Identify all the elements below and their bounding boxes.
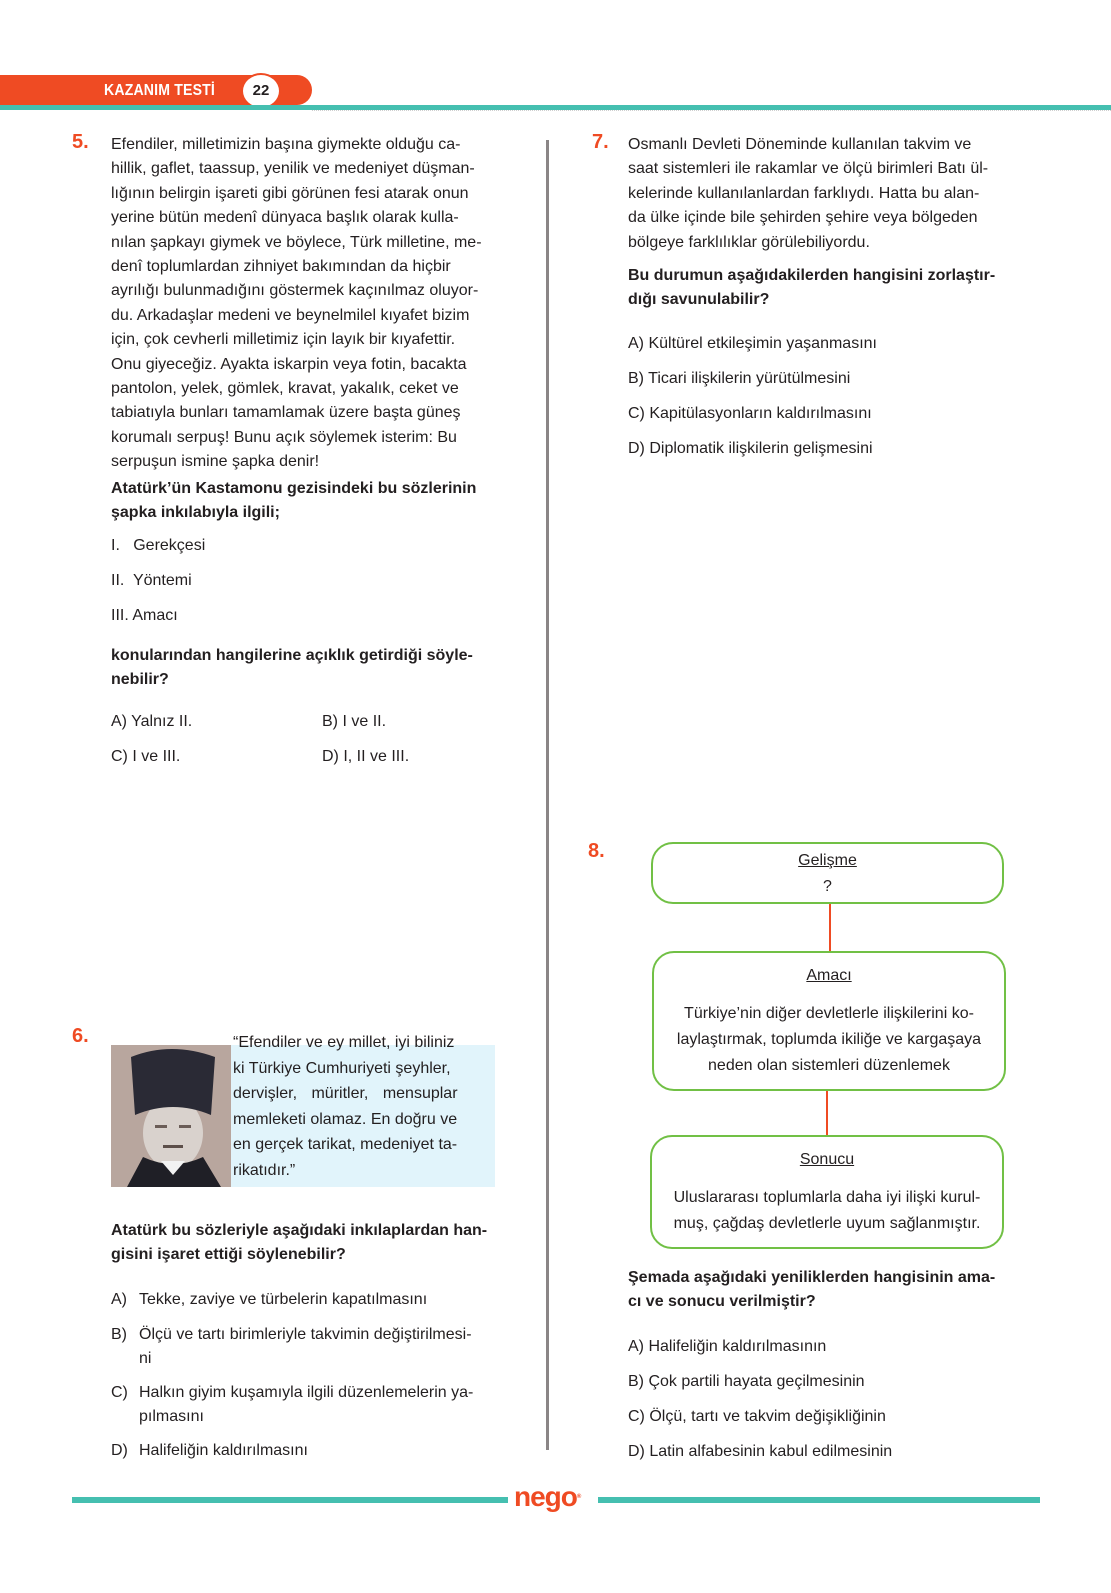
- q8-option-a[interactable]: [628, 1335, 826, 1359]
- option-text: Halifeliğin kaldırılmasını: [139, 1442, 308, 1459]
- option-label: A): [628, 1338, 644, 1355]
- box-body: ?: [823, 878, 832, 895]
- quote-line: rikatıdır.”: [233, 1161, 296, 1179]
- box-body-line: muş, çağdaş devletlerle uyum sağlanmıştır.: [673, 1215, 981, 1232]
- question-number: 5.: [72, 131, 89, 153]
- box-body-line: neden olan sistemleri düzenlemek: [708, 1057, 950, 1074]
- column-divider: [546, 140, 549, 1450]
- header-dotted-rule: [312, 110, 1111, 111]
- item-numeral: II.: [111, 572, 125, 589]
- option-text: Halkın giyim kuşamıyla ilgili düzenlemelerin ya-: [139, 1384, 474, 1401]
- option-label: A): [111, 713, 127, 730]
- passage-line: du. Arkadaşlar medeni ve beynelmilel kıyafet bizim: [111, 306, 470, 324]
- q5-question: [111, 644, 511, 693]
- q6-option-b[interactable]: [111, 1323, 472, 1371]
- q7-option-b[interactable]: [628, 367, 850, 391]
- portrait-image-icon: [111, 1045, 231, 1187]
- passage-line: tabiatıyla bunları tamamlamak üzere başta güneş: [111, 404, 461, 422]
- option-label: B): [628, 1373, 644, 1390]
- diagram-box-sonucu: [650, 1135, 1004, 1249]
- option-label: D): [322, 748, 339, 765]
- q5-stem: [111, 477, 511, 526]
- q6-option-d[interactable]: [111, 1439, 308, 1463]
- option-text: Kültürel etkileşimin yaşanmasını: [648, 335, 877, 352]
- option-label: D): [111, 1442, 128, 1459]
- option-text-cont: ni: [139, 1350, 152, 1367]
- q8-option-d[interactable]: [628, 1440, 892, 1464]
- option-text: I, II ve III.: [343, 748, 410, 765]
- passage-line: serpuşun ismine şapka denir!: [111, 453, 320, 471]
- option-text: Ölçü, tartı ve takvim değişikliğinin: [649, 1408, 886, 1425]
- test-number-badge: 22: [241, 73, 281, 109]
- option-label: B): [111, 1326, 127, 1343]
- q5-option-d[interactable]: [322, 745, 409, 769]
- option-text: Çok partili hayata geçilmesinin: [648, 1373, 865, 1390]
- option-label: D): [628, 440, 645, 457]
- question-line: nebilir?: [111, 671, 169, 689]
- footer-rule-left: [72, 1497, 508, 1503]
- q7-option-d[interactable]: [628, 437, 873, 461]
- diagram-connector: [829, 903, 831, 953]
- q5-item-2: [111, 572, 192, 590]
- diagram-connector: [826, 1089, 828, 1136]
- option-label: C): [628, 1408, 645, 1425]
- option-text: Kapitülasyonların kaldırılmasını: [649, 405, 872, 422]
- question-line: Atatürk bu sözleriyle aşağıdaki inkılaplardan han-: [111, 1222, 488, 1239]
- box-title: Gelişme: [798, 852, 857, 869]
- q7-option-c[interactable]: [628, 402, 872, 426]
- q5-option-b[interactable]: [322, 710, 386, 734]
- passage-line: Osmanlı Devleti Döneminde kullanılan takvim ve: [628, 136, 972, 153]
- passage-line: hillik, gaflet, taassup, yenilik ve medeniyet düşman-: [111, 160, 475, 178]
- test-title: KAZANIM TESTİ: [104, 82, 216, 99]
- passage-line: lığının belirgin işareti gibi görünen fesi atarak onun: [111, 184, 469, 202]
- q5-passage: [111, 133, 506, 475]
- passage-line: nılan şapkayı giymek ve böylece, Türk milletine, me-: [111, 233, 482, 251]
- question-line: Şemada aşağıdaki yeniliklerden hangisinin ama-: [628, 1269, 996, 1286]
- question-line: Bu durumun aşağıdakilerden hangisini zorlaştır-: [628, 267, 996, 284]
- option-text: Ticari ilişkilerin yürütülmesini: [648, 370, 851, 387]
- option-text: Halifeliğin kaldırılmasının: [648, 1338, 827, 1355]
- portrait-photo: [111, 1045, 231, 1187]
- option-label: A): [628, 335, 644, 352]
- question-line: dığı savunulabilir?: [628, 291, 770, 309]
- passage-line: saat sistemleri ile rakamlar ve ölçü birimleri Batı ül-: [628, 160, 989, 178]
- option-label: C): [628, 405, 645, 422]
- option-label: C): [111, 1384, 128, 1401]
- registered-mark-icon: ®: [576, 1494, 581, 1500]
- q6-option-a[interactable]: [111, 1288, 427, 1312]
- q6-option-c[interactable]: [111, 1381, 473, 1429]
- stem-line: Atatürk’ün Kastamonu gezisindeki bu sözlerinin: [111, 480, 477, 497]
- question-line: cı ve sonucu verilmiştir?: [628, 1293, 816, 1311]
- question-number: 7.: [592, 131, 609, 153]
- stem-line: şapka inkılabıyla ilgili;: [111, 504, 280, 522]
- option-label: D): [628, 1443, 645, 1460]
- option-label: A): [111, 1291, 127, 1308]
- option-text: Latin alfabesinin kabul edilmesinin: [649, 1443, 893, 1460]
- option-text: Tekke, zaviye ve türbelerin kapatılmasını: [139, 1291, 428, 1308]
- q6-question: [111, 1219, 511, 1268]
- item-numeral: III.: [111, 607, 129, 624]
- q7-option-a[interactable]: [628, 332, 877, 356]
- quote-line: dervişler, müritler, mensuplar: [233, 1085, 458, 1102]
- logo-text: nego: [514, 1481, 577, 1512]
- diagram-box-amaci: [652, 951, 1006, 1091]
- q8-option-b[interactable]: [628, 1370, 865, 1394]
- passage-line: da ülke içinde bile şehirden şehire veya bölgeden: [628, 209, 978, 227]
- q6-quote: [233, 1030, 490, 1183]
- passage-line: Efendiler, milletimizin başına giymekte olduğu ca-: [111, 136, 461, 153]
- q5-option-c[interactable]: [111, 745, 180, 769]
- q5-item-1: [111, 537, 205, 555]
- box-body-line: Uluslararası toplumlarla daha iyi ilişki kurul-: [673, 1189, 981, 1206]
- quote-line: “Efendiler ve ey millet, iyi biliniz: [233, 1034, 455, 1051]
- option-label: B): [322, 713, 338, 730]
- passage-line: ayrılığı bulunmadığını göstermek kaçınılmaz oluyor-: [111, 282, 479, 300]
- box-body-line: Türkiye’nin diğer devletlerle ilişkilerini ko-: [684, 1005, 974, 1022]
- quote-line: ki Türkiye Cumhuriyeti şeyhler,: [233, 1059, 451, 1077]
- box-title: Amacı: [806, 967, 852, 984]
- option-text: I ve III.: [132, 748, 181, 765]
- question-number: 6.: [72, 1025, 89, 1047]
- publisher-logo: [514, 1482, 580, 1512]
- question-number: 8.: [588, 840, 605, 862]
- q7-question: [628, 264, 1028, 313]
- box-body-line: laylaştırmak, toplumda ikiliğe ve kargaşaya: [676, 1031, 982, 1048]
- passage-line: korumalı serpuş! Bunu açık söylemek isterim: Bu: [111, 428, 457, 446]
- option-label: C): [111, 748, 128, 765]
- option-text: Diplomatik ilişkilerin gelişmesini: [649, 440, 873, 457]
- option-text: Ölçü ve tartı birimleriyle takvimin değiştirilmesi-: [139, 1326, 472, 1343]
- passage-line: için, çok cevherli milletimiz için layık bir kıyafettir.: [111, 331, 456, 349]
- q8-question: [628, 1266, 1028, 1315]
- q8-option-c[interactable]: [628, 1405, 886, 1429]
- option-text: Yalnız II.: [131, 713, 193, 730]
- q5-item-3: [111, 607, 178, 625]
- item-numeral: I.: [111, 537, 120, 554]
- passage-line: bölgeye farklılıklar görülebiliyordu.: [628, 233, 870, 251]
- box-title: Sonucu: [799, 1151, 855, 1168]
- q5-option-a[interactable]: [111, 710, 192, 734]
- passage-line: pantolon, yelek, gömlek, kravat, yakalık, ceket ve: [111, 380, 459, 398]
- question-line: konularından hangilerine açıklık getirdiği söyle-: [111, 647, 473, 664]
- passage-line: denî toplumlardan zihniyet bakımından da hiçbir: [111, 258, 451, 276]
- diagram-box-gelisme: [651, 842, 1004, 904]
- footer-rule-right: [598, 1497, 1040, 1503]
- passage-line: yerine bütün medenî dünyaca başlık olarak kulla-: [111, 209, 459, 227]
- option-text-cont: pılmasını: [139, 1408, 204, 1425]
- quote-line: en gerçek tarikat, medeniyet ta-: [233, 1136, 458, 1153]
- option-text: I ve II.: [342, 713, 387, 730]
- q7-passage: [628, 133, 1024, 255]
- option-label: B): [628, 370, 644, 387]
- item-text: Amacı: [132, 607, 178, 624]
- passage-line: Onu giyeceğiz. Ayakta iskarpin veya fotin, bacakta: [111, 355, 467, 373]
- question-line: gisini işaret ettiği söylenebilir?: [111, 1246, 346, 1264]
- passage-line: kelerinde kullanılanlardan farklıydı. Hatta bu alan-: [628, 184, 980, 202]
- item-text: Gerekçesi: [133, 537, 206, 554]
- item-text: Yöntemi: [132, 572, 192, 589]
- quote-line: memleketi olamaz. En doğru ve: [233, 1110, 458, 1128]
